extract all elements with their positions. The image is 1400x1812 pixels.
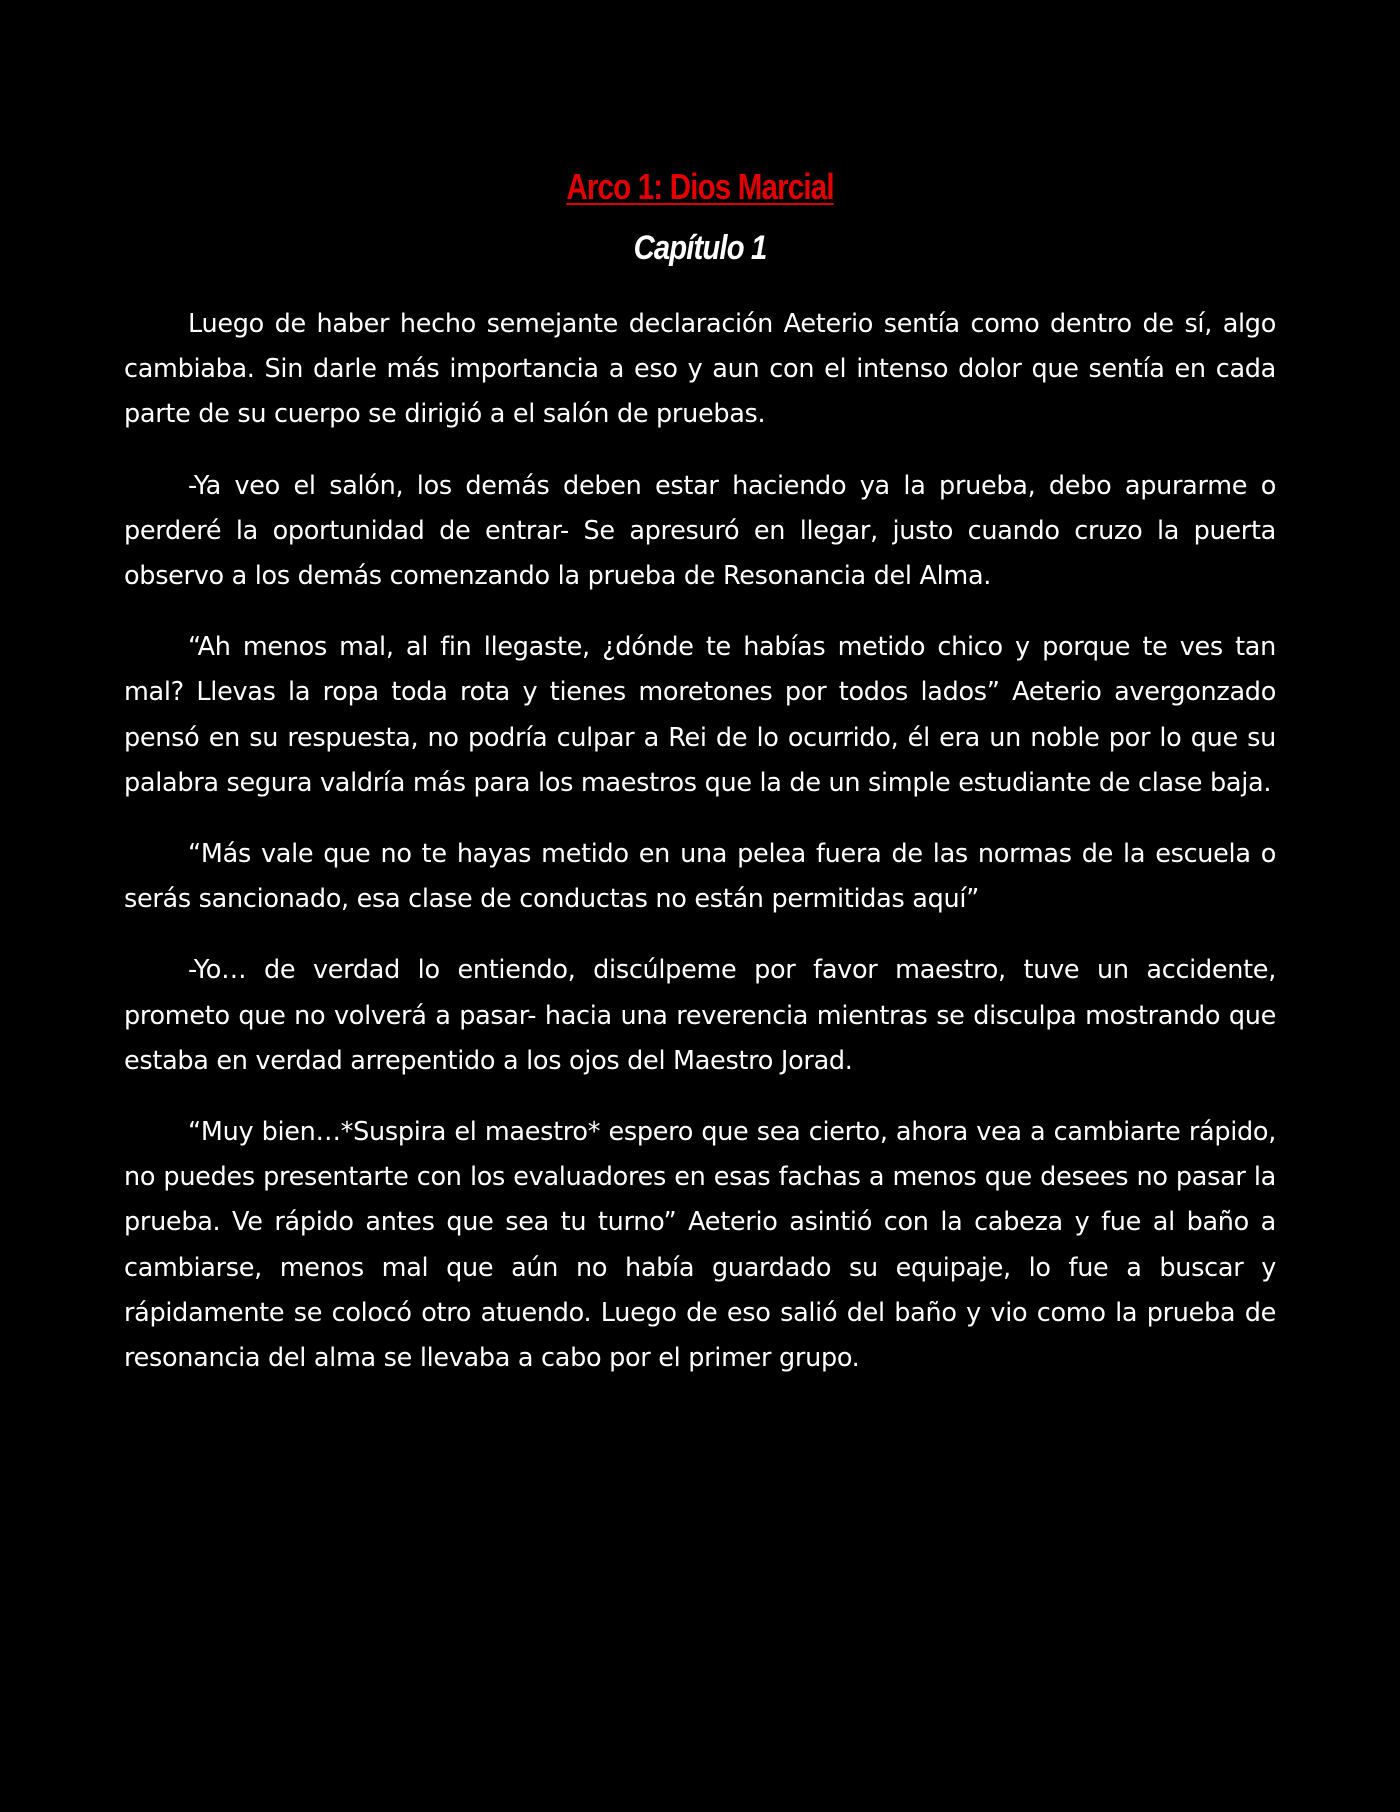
paragraph-3: “Ah menos mal, al fin llegaste, ¿dónde te habías metido chico y porque te ves tan mal? Llevas la ropa toda rota y tienes moretones por todos lados” Aeterio avergonzado pensó en su respuesta, no podría culpar a Rei de lo ocurrido, él era un noble por lo que su palabra segura valdría más para los maestros que la de un simple estudiante de clase baja. [124, 632, 1276, 798]
paragraph-4: “Más vale que no te hayas metido en una pelea fuera de las normas de la escuela o serás sancionado, esa clase de conductas no están permitidas aquí” [124, 839, 1276, 915]
arc-title-wrap [0, 160, 1400, 214]
chapter-header [0, 160, 1400, 302]
paragraph-5: -Yo… de verdad lo entiendo, discúlpeme por favor maestro, tuve un accidente, prometo que no volverá a pasar- hacia una reverencia mientras se disculpa mostrando que estaba en verdad arrepentido a los ojos del Maestro Jorad. [124, 955, 1276, 1076]
chapter-body [124, 302, 1276, 1407]
paragraph-2: -Ya veo el salón, los demás deben estar haciendo ya la prueba, debo apurarme o perderé la oportunidad de entrar- Se apresuró en llegar, justo cuando cruzo la puerta observo a los demás comenzando la prueba de Resonancia del Alma. [124, 470, 1276, 592]
paragraph-6: “Muy bien…*Suspira el maestro* espero que sea cierto, ahora vea a cambiarte rápido, no puedes presentarte con los evaluadores en esas fachas a menos que desees no pasar la prueba. Ve rápido antes que sea tu turno” Aeterio asintió con la cabeza y fue al baño a cambiarse, menos mal que aún no había guardado su equipaje, lo fue a buscar y rápidamente se colocó otro atuendo. Luego de eso salió del baño y vio como la prueba de resonancia del alma se llevaba a cabo por el primer grupo. [124, 1117, 1276, 1374]
paragraph-1: Luego de haber hecho semejante declaración Aeterio sentía como dentro de sí, algo cambiaba. Sin darle más importancia a eso y aun con el intenso dolor que sentía en cada parte de su cuerpo se dirigió a el salón de pruebas. [124, 309, 1276, 430]
arc-title: Arco 1: Dios Marcial [566, 166, 834, 207]
chapter-title: Capítulo 1 [633, 229, 767, 267]
